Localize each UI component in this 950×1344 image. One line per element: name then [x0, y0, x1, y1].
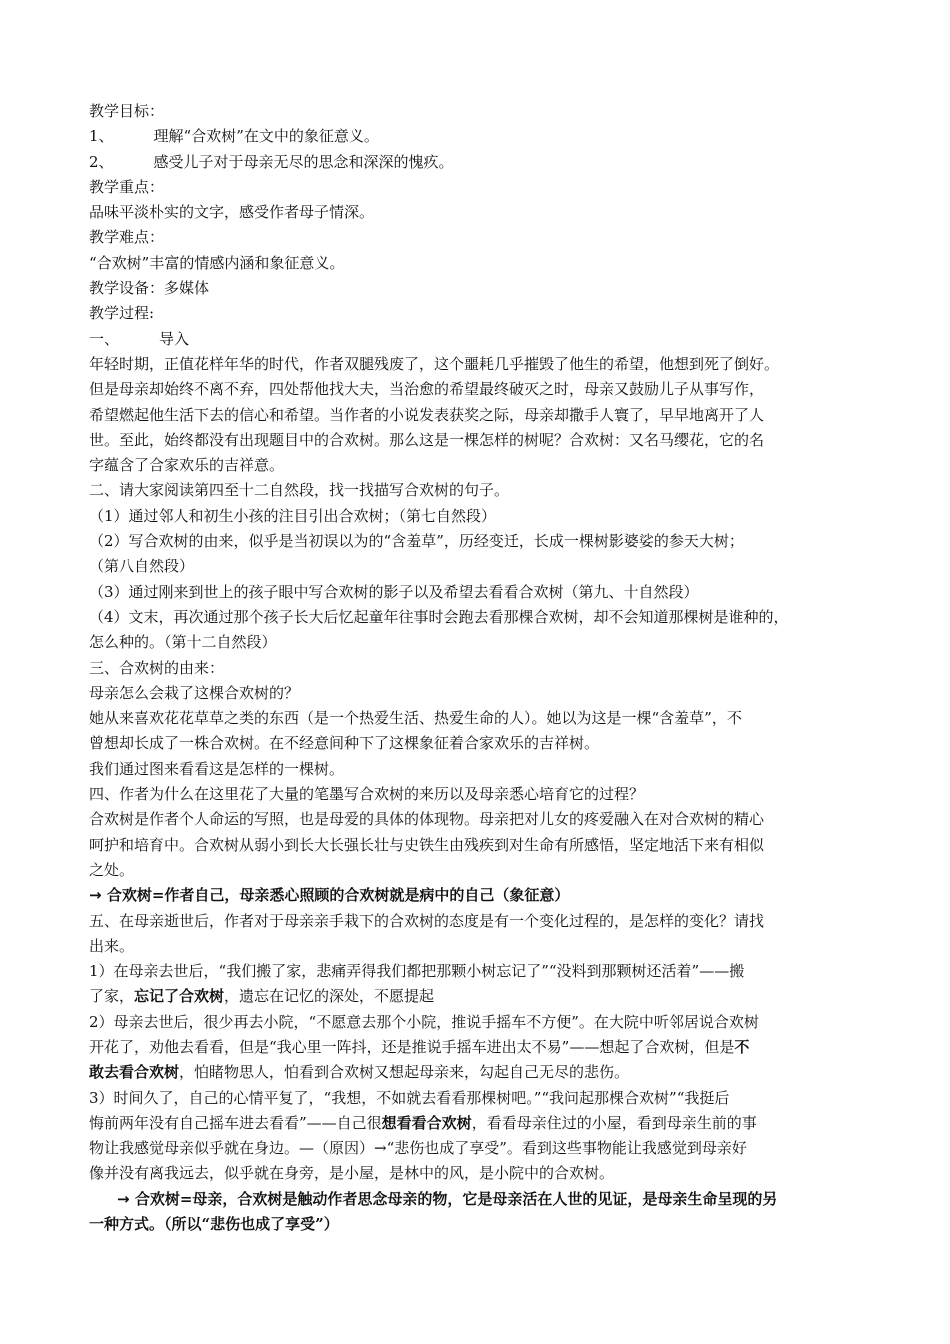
section-2-item: （1）通过邻人和初生小孩的注目引出合欢树；（第七自然段）	[89, 506, 497, 525]
right-arrow-icon: →	[89, 886, 102, 905]
text-run: 开花了，劝他去看看，但是“我心里一阵抖，还是推说手摇车进出太不易”——想起了合欢树，但是	[89, 1037, 735, 1056]
key-points-text: 品味平淡朴实的文字，感受作者母子情深。	[89, 203, 375, 222]
text-run: ，看看母亲住过的小屋，看到母亲生前的事	[471, 1113, 757, 1132]
section-4-line: 呵护和培育中。合欢树从弱小到长大长强长壮与史铁生由残疾到对生命有所感悟，坚定地活下来有相似	[89, 835, 765, 854]
section-2-item: （2）写合欢树的由来，似乎是当初误以为的“含羞草”，历经变迁，长成一棵树影婆娑的参天大树；	[89, 532, 744, 551]
emphasis-text: 想看看合欢树	[381, 1113, 472, 1132]
section-4-heading: 四、作者为什么在这里花了大量的笔墨写合欢树的来历以及母亲悉心培育它的过程？	[89, 785, 645, 804]
point-2-line	[89, 1060, 869, 1085]
goal-text: 感受儿子对于母亲无尽的思念和深深的愧疚。	[153, 152, 454, 171]
text-run: 了家，	[89, 987, 135, 1006]
goal-number: 2、	[89, 152, 114, 171]
goal-item	[89, 124, 869, 149]
emphasis-text: 忘记了合欢树	[134, 987, 225, 1006]
section-5-heading: 五、在母亲逝世后，作者对于母亲亲手栽下的合欢树的态度是有一个变化过程的，是怎样的变化？请找	[89, 911, 765, 930]
intro-line: 世。至此，始终都没有出现题目中的合欢树。那么这是一棵怎样的树呢？合欢树：又名马缨花，它的名	[89, 430, 765, 449]
section-1-heading	[89, 327, 869, 352]
right-arrow-icon: →	[117, 1189, 130, 1208]
final-conclusion-cont: 一种方式。（所以“悲伤也成了享受”）	[89, 1215, 339, 1234]
section-4-line: 合欢树是作者个人命运的写照，也是母爱的具体的体现物。母亲把对儿女的疼爱融入在对合欢树的精心	[89, 810, 765, 829]
emphasis-text: 敢去看合欢树	[89, 1063, 180, 1082]
conclusion-text: 合欢树=作者自己，母亲悉心照顾的合欢树就是病中的自己（象征意）	[106, 886, 570, 905]
section-2-heading: 二、请大家阅读第四至十二自然段，找一找描写合欢树的句子。	[89, 481, 510, 500]
process-heading: 教学过程:	[89, 304, 155, 323]
intro-line: 年轻时期，正值花样年华的时代，作者双腿残废了，这个噩耗几乎摧毁了他生的希望，他想到死了倒好。	[89, 354, 780, 373]
goal-item	[89, 150, 869, 175]
intro-line: 字蕴含了合家欢乐的吉祥意。	[89, 456, 285, 475]
section-3-heading: 三、合欢树的由来：	[89, 658, 225, 677]
point-3-line: 物让我感觉母亲似乎就在身边。—（原因）→“悲伤也成了享受”。看到这些事物能让我感觉到母亲好	[89, 1139, 747, 1158]
intro-line: 希望燃起他生活下去的信心和希望。当作者的小说发表获奖之际，母亲却撒手人寰了，早早地离开了人	[89, 405, 765, 424]
point-1-line: 1）在母亲去世后，“我们搬了家，悲痛弄得我们都把那颗小树忘记了”“没料到那颗树还活着”——搬	[89, 962, 745, 981]
point-2-line	[89, 1035, 869, 1060]
section-4-conclusion	[89, 883, 869, 908]
final-conclusion-text: 合欢树=母亲，合欢树是触动作者思念母亲的物，它是母亲活在人世的见证，是母亲生命呈现的另	[134, 1189, 778, 1208]
key-points-heading: 教学重点：	[89, 177, 165, 196]
point-2-line: 2）母亲去世后，很少再去小院，“不愿意去那个小院，推说手摇车不方便”。在大院中听邻居说合欢树	[89, 1012, 759, 1031]
point-1-line	[89, 984, 869, 1009]
point-3-line: 像并没有离我远去，似乎就在身旁，是小屋，是林中的风，是小院中的合欢树。	[89, 1164, 615, 1183]
goal-text: 理解“合欢树”在文中的象征意义。	[153, 127, 379, 146]
section-2-item: （4）文末，再次通过那个孩子长大后忆起童年往事时会跑去看那棵合欢树，却不会知道那棵树是谁种的，	[89, 607, 789, 626]
section-number: 一、	[89, 329, 120, 348]
section-title: 导入	[159, 329, 190, 348]
goals-heading: 教学目标：	[89, 102, 165, 120]
section-3-line: 曾想却长成了一株合欢树。在不经意间种下了这棵象征着合家欢乐的吉祥树。	[89, 734, 600, 753]
section-3-line: 我们通过图来看看这是怎样的一棵树。	[89, 759, 345, 778]
text-run: ，怕睹物思人，怕看到合欢树又想起母亲来，勾起自己无尽的悲伤。	[179, 1063, 630, 1082]
text-run: ，遗忘在记忆的深处，不愿提起	[224, 987, 435, 1006]
emphasis-text: 不	[734, 1037, 750, 1056]
section-2-item: （第八自然段）	[89, 557, 195, 576]
section-3-line: 她从来喜欢花花草草之类的东西（是一个热爱生活、热爱生命的人）。她以为这是一棵“含羞草”，不	[89, 709, 742, 728]
section-4-line: 之处。	[89, 860, 135, 879]
point-3-line: 3）时间久了，自己的心情平复了，“我想，不如就去看看那棵树吧。”“我问起那棵合欢树”“我挺后	[89, 1088, 730, 1107]
text-run: 悔前两年没有自己摇车进去看看”——自己很	[89, 1113, 382, 1132]
difficulty-text: “合欢树”丰富的情感内涵和象征意义。	[89, 253, 345, 272]
goal-number: 1、	[89, 127, 114, 146]
section-5-heading: 出来。	[89, 936, 135, 955]
section-3-line: 母亲怎么会栽了这棵合欢树的？	[89, 683, 300, 702]
intro-line: 但是母亲却始终不离不弃，四处帮他找大夫，当治愈的希望最终破灭之时，母亲又鼓励儿子从事写作，	[89, 380, 765, 399]
final-conclusion	[89, 1187, 869, 1212]
section-2-item: 怎么种的。（第十二自然段）	[89, 633, 277, 652]
difficulty-heading: 教学难点：	[89, 228, 165, 247]
section-2-item: （3）通过刚来到世上的孩子眼中写合欢树的影子以及希望去看看合欢树（第九、十自然段）	[89, 582, 699, 601]
document-page	[89, 99, 869, 1237]
point-3-line	[89, 1111, 869, 1136]
equipment-text: 教学设备：多媒体	[89, 279, 210, 298]
